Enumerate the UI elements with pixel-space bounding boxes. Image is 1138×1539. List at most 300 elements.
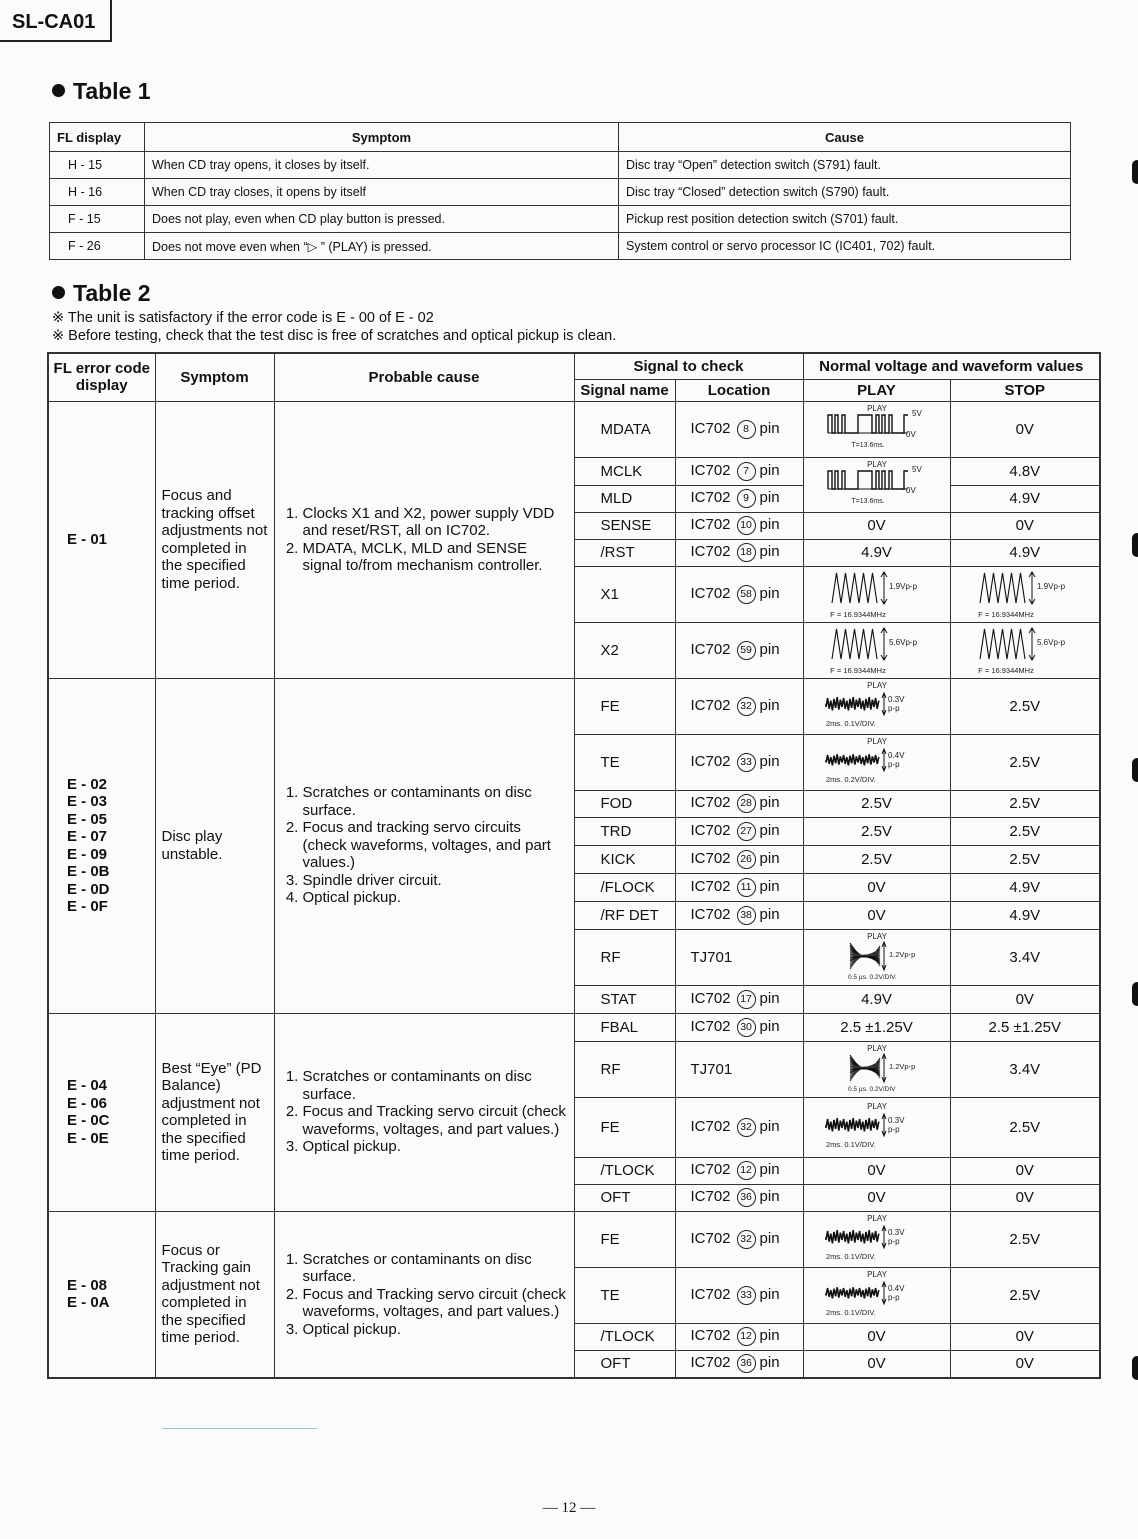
ic-name: IC702	[690, 989, 731, 1007]
play-value: 0V	[803, 1157, 950, 1184]
ic-name: IC702	[690, 1354, 731, 1372]
waveform-label: p-p	[887, 1125, 900, 1134]
play-value: 2.5V	[803, 817, 950, 845]
pin-number: 32	[737, 1230, 756, 1249]
pin-label: pin	[759, 821, 780, 839]
cause-list	[281, 505, 568, 575]
signal-name: MLD	[574, 485, 675, 512]
waveform-noise	[818, 1101, 936, 1153]
signal-name: OFT	[574, 1184, 675, 1211]
signal-location	[675, 734, 803, 790]
signal-name: /FLOCK	[574, 873, 675, 901]
pin-number: 32	[737, 697, 756, 716]
signal-location	[675, 678, 803, 734]
page-number: — 12 —	[542, 1500, 596, 1516]
waveform-label: F = 16.9344MHz	[977, 666, 1034, 675]
stop-value: 2.5V	[950, 817, 1100, 845]
waveform-noise2	[818, 736, 936, 788]
play-value	[803, 566, 950, 622]
t2-header-signal: Signal to check	[574, 353, 803, 379]
waveform-trace	[826, 1118, 879, 1131]
waveform-clock-stop	[966, 567, 1084, 621]
play-value	[803, 622, 950, 678]
waveform-label: F = 16.9344MHz	[977, 610, 1034, 619]
play-value	[803, 1097, 950, 1157]
note-before-testing: ※ Before testing, check that the test disc is free of scratches and optical pickup is clean.	[52, 328, 617, 344]
waveform-label: F = 16.9344MHz	[829, 666, 886, 675]
waveform-label: PLAY	[866, 737, 887, 746]
play-value: 4.9V	[803, 539, 950, 566]
stop-value: 4.9V	[950, 873, 1100, 901]
waveform-label: 0.4V	[887, 1284, 904, 1293]
pin-number: 12	[737, 1161, 756, 1180]
play-value: 0V	[803, 873, 950, 901]
waveform-label: PLAY	[866, 681, 887, 690]
waveform-trace	[980, 573, 1025, 603]
signal-name: TRD	[574, 817, 675, 845]
stop-value: 0V	[950, 1323, 1100, 1350]
ic-name: IC702	[690, 489, 731, 506]
waveform-label: 0.3V	[887, 1228, 904, 1237]
signal-name: RF	[574, 929, 675, 985]
pin-number: 17	[737, 990, 756, 1009]
waveform-label: p-p	[887, 1237, 900, 1246]
stop-value	[950, 622, 1100, 678]
cause-item: 3. Optical pickup.	[303, 1138, 568, 1156]
cause-item: 2. Focus and Tracking servo circuit (check waveforms, voltages, and part values.)	[303, 1286, 568, 1321]
pin-number: 33	[737, 753, 756, 772]
t1-row	[50, 206, 1071, 233]
cause-cell	[274, 1211, 574, 1378]
signal-location	[675, 985, 803, 1013]
stop-value: 4.8V	[950, 457, 1100, 485]
signal-location	[675, 485, 803, 512]
table-1	[49, 122, 1071, 260]
cause-item: 2. Focus and tracking servo circuits (check waveforms, voltages, and part values.)	[303, 819, 568, 872]
pin-label: pin	[759, 1017, 780, 1035]
stop-value: 3.4V	[950, 1041, 1100, 1097]
play-value: 2.5 ±1.25V	[803, 1013, 950, 1041]
ic-name: IC702	[690, 1017, 731, 1035]
pin-number: 8	[737, 420, 756, 439]
waveform-label: T=13.6ms.	[850, 497, 885, 505]
ic-name: IC702	[690, 1188, 731, 1205]
waveform-trace	[826, 1230, 879, 1243]
t2-row	[48, 401, 1100, 457]
waveform-eye	[818, 1043, 936, 1095]
pin-label: pin	[759, 584, 780, 602]
pin-label: pin	[759, 1285, 780, 1303]
waveform-label: 5V	[911, 464, 922, 474]
pin-number: 11	[737, 878, 756, 897]
t2-header-location: Location	[675, 379, 803, 401]
pin-label: pin	[759, 516, 780, 533]
waveform-label: 1.2Vp-p	[888, 950, 915, 959]
waveform-label: PLAY	[866, 1102, 887, 1111]
signal-location	[675, 512, 803, 539]
pin-number: 26	[737, 850, 756, 869]
play-value	[803, 1267, 950, 1323]
signal-name: KICK	[574, 845, 675, 873]
pin-label: pin	[759, 794, 780, 811]
waveform-trace	[980, 629, 1025, 659]
play-value	[803, 929, 950, 985]
ic-name: IC702	[690, 752, 731, 770]
waveform-pulse	[818, 459, 936, 511]
signal-location	[675, 845, 803, 873]
play-value	[803, 401, 950, 457]
t1-header-fl: FL display	[50, 123, 145, 152]
table2-title: Table 2	[73, 280, 151, 306]
cause-list	[281, 1251, 568, 1339]
signal-name: RF	[574, 1041, 675, 1097]
t1-row	[50, 233, 1071, 260]
play-value: 0V	[803, 1323, 950, 1350]
error-code-cell	[48, 1013, 155, 1211]
t2-header-play: PLAY	[803, 379, 950, 401]
play-value: 4.9V	[803, 985, 950, 1013]
signal-name: STAT	[574, 985, 675, 1013]
signal-location	[675, 401, 803, 457]
play-value	[803, 678, 950, 734]
waveform-trace	[828, 471, 908, 489]
t1-cell-fl: H - 16	[50, 179, 145, 206]
signal-name: FE	[574, 678, 675, 734]
binding-hole	[1132, 533, 1138, 557]
cause-item: 1. Clocks X1 and X2, power supply VDD and reset/RST, all on IC702.	[303, 505, 568, 540]
signal-location	[675, 566, 803, 622]
pin-label: pin	[759, 752, 780, 770]
waveform-noise2	[818, 1269, 936, 1321]
stop-value: 0V	[950, 512, 1100, 539]
stop-value: 4.9V	[950, 901, 1100, 929]
waveform-trace	[826, 697, 879, 710]
waveform-eye	[818, 931, 936, 983]
cause-item: 1. Scratches or contaminants on disc surface.	[303, 1251, 568, 1286]
signal-name: MDATA	[574, 401, 675, 457]
pin-label: pin	[759, 1229, 780, 1247]
cause-item: 2. MDATA, MCLK, MLD and SENSE signal to/from mechanism controller.	[303, 540, 568, 575]
t1-cell-fl: H - 15	[50, 152, 145, 179]
stop-value: 0V	[950, 985, 1100, 1013]
t1-cell-cause: Disc tray “Closed” detection switch (S790) fault.	[619, 179, 1071, 206]
binding-hole	[1132, 160, 1138, 184]
cause-cell	[274, 678, 574, 1013]
waveform-label: PLAY	[866, 1214, 887, 1223]
t1-cell-symptom: When CD tray opens, it closes by itself.	[145, 152, 619, 179]
error-code: E - 0E	[67, 1129, 109, 1147]
error-code: E - 0B	[67, 863, 110, 880]
cause-item: 2. Focus and Tracking servo circuit (check waveforms, voltages, and part values.)	[303, 1103, 568, 1138]
signal-location	[675, 1211, 803, 1267]
play-value: 0V	[803, 1184, 950, 1211]
waveform-label: 0V	[905, 485, 916, 495]
t2-header-signal-name: Signal name	[574, 379, 675, 401]
pin-label: pin	[759, 877, 780, 895]
pin-number: 36	[737, 1188, 756, 1207]
waveform-label: 5V	[911, 409, 922, 418]
waveform-label: 0.5 μs. 0.2V/DIV.	[847, 974, 897, 981]
pin-number: 59	[737, 641, 756, 660]
pin-number: 38	[737, 906, 756, 925]
signal-location	[675, 790, 803, 817]
error-code: E - 08	[67, 1276, 108, 1294]
stop-value: 2.5V	[950, 734, 1100, 790]
waveform-label: 2ms. 0.2V/DIV.	[825, 775, 876, 784]
error-code: E - 04	[67, 1077, 108, 1094]
error-code: E - 06	[67, 1094, 108, 1112]
play-value: 2.5V	[803, 790, 950, 817]
stop-value: 2.5V	[950, 1097, 1100, 1157]
cause-item: 3. Spindle driver circuit.	[303, 872, 568, 890]
symptom-cell: Focus and tracking offset adjustments not completed in the specified time period.	[155, 401, 274, 678]
waveform-label: 5.6Vp-p	[888, 638, 917, 647]
t1-cell-symptom: Does not play, even when CD play button is pressed.	[145, 206, 619, 233]
t2-header-stop: STOP	[950, 379, 1100, 401]
table1-title: Table 1	[73, 78, 151, 104]
ic-name: IC702	[690, 543, 731, 560]
signal-name: FOD	[574, 790, 675, 817]
waveform-clock-stop	[966, 623, 1084, 677]
symptom-cell: Focus or Tracking gain adjustment not completed in the specified time period.	[155, 1211, 274, 1378]
ic-name: TJ701	[690, 1060, 733, 1078]
pin-label: pin	[759, 419, 780, 437]
waveform-label: 0.4V	[887, 751, 904, 760]
t1-cell-symptom: When CD tray closes, it opens by itself	[145, 179, 619, 206]
ic-name: TJ701	[690, 948, 733, 966]
waveform-clock	[818, 567, 936, 621]
blue-line	[162, 1428, 317, 1429]
waveform-label: 5.6Vp-p	[1036, 638, 1065, 647]
pin-label: pin	[759, 1117, 780, 1135]
ic-name: IC702	[690, 849, 731, 867]
waveform-label: p-p	[887, 704, 900, 713]
error-code: E - 01	[67, 530, 108, 548]
pin-label: pin	[759, 489, 780, 506]
signal-name: MCLK	[574, 457, 675, 485]
signal-name: X2	[574, 622, 675, 678]
pin-label: pin	[759, 543, 780, 560]
waveform-label: 2ms. 0.1V/DIV.	[825, 1140, 876, 1149]
stop-value: 4.9V	[950, 539, 1100, 566]
waveform-label: 0V	[905, 430, 916, 439]
waveform-label: 1.2Vp-p	[888, 1062, 915, 1071]
pin-number: 58	[737, 585, 756, 604]
play-value	[803, 1211, 950, 1267]
waveform-label: 0.3V	[887, 695, 904, 704]
signal-location	[675, 457, 803, 485]
stop-value: 2.5V	[950, 1267, 1100, 1323]
ic-name: IC702	[690, 905, 731, 923]
waveform-label: 0.3V	[887, 1116, 904, 1125]
ic-name: IC702	[690, 1229, 731, 1247]
waveform-label: PLAY	[866, 1044, 887, 1053]
waveform-trace	[832, 573, 877, 603]
pin-label: pin	[759, 905, 780, 923]
play-value	[803, 457, 950, 512]
signal-location	[675, 622, 803, 678]
signal-name: FE	[574, 1097, 675, 1157]
signal-name: FBAL	[574, 1013, 675, 1041]
ic-name: IC702	[690, 1117, 731, 1135]
pin-number: 7	[737, 462, 756, 481]
error-code: E - 07	[67, 828, 108, 845]
waveform-label: PLAY	[866, 459, 887, 469]
ic-name: IC702	[690, 516, 731, 533]
t2-row	[48, 678, 1100, 734]
t2-row	[48, 1211, 1100, 1267]
signal-name: /RF DET	[574, 901, 675, 929]
play-value: 0V	[803, 1350, 950, 1378]
t1-cell-fl: F - 15	[50, 206, 145, 233]
pin-label: pin	[759, 1354, 780, 1372]
signal-location	[675, 1157, 803, 1184]
waveform-pulse	[818, 403, 936, 455]
ic-name: IC702	[690, 419, 731, 437]
t1-row	[50, 179, 1071, 206]
t2-header-cause: Probable cause	[274, 353, 574, 401]
signal-name: X1	[574, 566, 675, 622]
t2-header-normal: Normal voltage and waveform values	[803, 353, 1100, 379]
play-value	[803, 1041, 950, 1097]
ic-name: IC702	[690, 794, 731, 811]
waveform-label: p-p	[887, 1293, 900, 1302]
pin-number: 9	[737, 489, 756, 508]
waveform-trace	[828, 415, 908, 433]
t1-cell-cause: Disc tray “Open” detection switch (S791) fault.	[619, 152, 1071, 179]
waveform-trace	[832, 629, 877, 659]
eye-pattern	[850, 943, 880, 969]
waveform-label: 1.9Vp-p	[888, 582, 917, 591]
stop-value: 0V	[950, 1157, 1100, 1184]
t2-row	[48, 1013, 1100, 1041]
waveform-label: F = 16.9344MHz	[829, 610, 886, 619]
stop-value: 2.5V	[950, 678, 1100, 734]
table1-heading	[52, 78, 151, 105]
pin-number: 10	[737, 516, 756, 535]
t1-cell-cause: Pickup rest position detection switch (S701) fault.	[619, 206, 1071, 233]
signal-location	[675, 1013, 803, 1041]
stop-value: 0V	[950, 1184, 1100, 1211]
waveform-noise	[818, 680, 936, 732]
binding-hole	[1132, 1356, 1138, 1380]
signal-location	[675, 901, 803, 929]
play-value	[803, 734, 950, 790]
eye-pattern	[850, 1055, 880, 1081]
pin-label: pin	[759, 696, 780, 714]
waveform-noise	[818, 1213, 936, 1265]
waveform-label: 2ms. 0.1V/DIV.	[825, 1252, 876, 1261]
t1-cell-cause: System control or servo processor IC (IC401, 702) fault.	[619, 233, 1071, 260]
waveform-trace	[826, 754, 879, 765]
signal-location	[675, 1267, 803, 1323]
error-code: E - 0A	[67, 1294, 110, 1312]
error-code: E - 0F	[67, 898, 108, 915]
signal-name: FE	[574, 1211, 675, 1267]
pin-number: 30	[737, 1018, 756, 1037]
pin-label: pin	[759, 640, 780, 658]
cause-cell	[274, 401, 574, 678]
note-satisfactory: ※ The unit is satisfactory if the error code is E - 00 of E - 02	[52, 310, 434, 326]
cause-cell	[274, 1013, 574, 1211]
signal-location	[675, 1350, 803, 1378]
t2-header-code: FL error code display	[48, 353, 155, 401]
stop-value: 2.5V	[950, 1211, 1100, 1267]
signal-location	[675, 817, 803, 845]
cause-item: 1. Scratches or contaminants on disc surface.	[303, 784, 568, 819]
play-value: 0V	[803, 512, 950, 539]
waveform-label: p-p	[887, 760, 900, 769]
pin-label: pin	[759, 849, 780, 867]
cause-item: 1. Scratches or contaminants on disc surface.	[303, 1068, 568, 1103]
stop-value: 2.5V	[950, 790, 1100, 817]
error-code: E - 03	[67, 793, 108, 810]
cause-item: 4. Optical pickup.	[303, 889, 568, 907]
play-value: 2.5V	[803, 845, 950, 873]
t1-header-cause: Cause	[619, 123, 1071, 152]
pin-label: pin	[759, 1327, 780, 1344]
ic-name: IC702	[690, 640, 731, 658]
t1-cell-fl: F - 26	[50, 233, 145, 260]
signal-location	[675, 1323, 803, 1350]
waveform-label: PLAY	[866, 932, 887, 941]
symptom-cell: Best “Eye” (PD Balance) adjustment not completed in the specified time period.	[155, 1013, 274, 1211]
play-value: 0V	[803, 901, 950, 929]
signal-location	[675, 1097, 803, 1157]
waveform-label: 0.5 μs. 0.2V/DIV	[847, 1086, 895, 1093]
error-code-cell	[48, 401, 155, 678]
error-code: E - 05	[67, 810, 108, 828]
stop-value: 0V	[950, 401, 1100, 457]
signal-name: SENSE	[574, 512, 675, 539]
t1-cell-symptom: Does not move even when “▷ ” (PLAY) is pressed.	[145, 233, 619, 260]
pin-number: 12	[737, 1327, 756, 1346]
ic-name: IC702	[690, 1327, 731, 1344]
t1-header-symptom: Symptom	[145, 123, 619, 152]
signal-name: /RST	[574, 539, 675, 566]
stop-value: 0V	[950, 1350, 1100, 1378]
signal-location	[675, 929, 803, 985]
ic-name: IC702	[690, 821, 731, 839]
ic-name: IC702	[690, 584, 731, 602]
waveform-trace	[826, 1287, 879, 1298]
pin-number: 27	[737, 822, 756, 841]
table2-heading	[52, 280, 151, 307]
waveform-label: PLAY	[866, 404, 887, 413]
signal-name: /TLOCK	[574, 1157, 675, 1184]
signal-location	[675, 1184, 803, 1211]
stop-value: 4.9V	[950, 485, 1100, 512]
cause-item: 3. Optical pickup.	[303, 1321, 568, 1339]
pin-label: pin	[759, 1161, 780, 1178]
stop-value: 2.5 ±1.25V	[950, 1013, 1100, 1041]
pin-label: pin	[759, 989, 780, 1007]
t2-header-symptom: Symptom	[155, 353, 274, 401]
signal-name: TE	[574, 1267, 675, 1323]
binding-hole	[1132, 982, 1138, 1006]
stop-value: 3.4V	[950, 929, 1100, 985]
signal-name: OFT	[574, 1350, 675, 1378]
signal-location	[675, 873, 803, 901]
waveform-label: 1.9Vp-p	[1036, 582, 1065, 591]
stop-value: 2.5V	[950, 845, 1100, 873]
ic-name: IC702	[690, 461, 731, 479]
pin-number: 36	[737, 1354, 756, 1373]
pin-label: pin	[759, 461, 780, 479]
model-label: SL-CA01	[0, 0, 112, 42]
waveform-clock	[818, 623, 936, 677]
signal-location	[675, 1041, 803, 1097]
